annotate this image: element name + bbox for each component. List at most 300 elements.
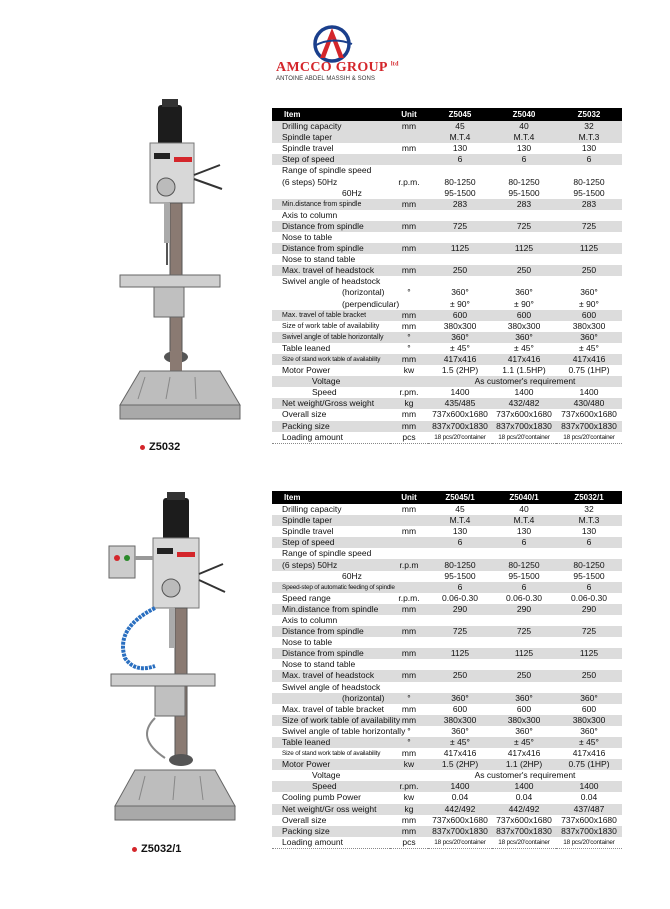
row-unit [390, 571, 428, 582]
row-label: Nose to table [282, 637, 333, 648]
table-row [272, 299, 622, 310]
cell-value: 250 [492, 670, 556, 681]
cell-value [556, 165, 622, 176]
table-row [272, 615, 622, 626]
cell-value: M.T.3 [556, 515, 622, 526]
cell-value: 45 [428, 121, 492, 132]
row-unit: ° [390, 693, 428, 704]
cell-value [428, 210, 492, 221]
row-unit: mm [390, 121, 428, 132]
cell-value: 18 pcs/20'container [556, 432, 622, 444]
table-row [272, 759, 622, 770]
row-label: (6 steps) 50Hz [272, 559, 390, 570]
cell-value: M.T.4 [428, 132, 492, 143]
cell-value: 6 [492, 537, 556, 548]
cell-value: 250 [492, 265, 556, 276]
column-header: Unit [390, 491, 428, 504]
column-header: Z5040/1 [492, 491, 556, 504]
cell-value: M.T.4 [492, 515, 556, 526]
cell-value: 437/487 [556, 804, 622, 815]
cell-value [428, 276, 492, 287]
cell-value: 360° [451, 287, 469, 298]
cell-value [428, 659, 492, 670]
column-header: Item [272, 491, 390, 504]
cell-value: 0.75 (1HP) [556, 759, 622, 770]
row-unit: mm [390, 354, 428, 365]
table-header-row [272, 491, 622, 504]
row-unit: mm [390, 421, 428, 432]
row-label: Axis to column [282, 209, 338, 220]
table-row [272, 398, 622, 409]
row-unit [390, 770, 428, 781]
cell-value [492, 254, 556, 265]
table-row [272, 265, 622, 276]
cell-value: 725 [428, 221, 492, 232]
row-label: 60Hz [342, 570, 362, 581]
row-label: Cooling pumb Power [282, 792, 361, 803]
cell-value: 1.1 (1.5HP) [502, 365, 546, 376]
cell-value: 0.04 [451, 792, 469, 803]
table-row [272, 143, 622, 154]
cell-value: 837x700x1830 [428, 826, 492, 837]
cell-value: 600 [492, 310, 556, 321]
bullet-icon [132, 847, 137, 852]
cell-value: 360° [580, 725, 598, 736]
table-row [272, 210, 622, 221]
table-row [272, 343, 622, 354]
row-unit [390, 132, 428, 143]
table-row [272, 287, 622, 298]
row-unit: kw [390, 759, 428, 770]
cell-value: 360° [428, 332, 492, 343]
cell-value [428, 232, 492, 243]
cell-value: 600 [428, 310, 492, 321]
row-label: Speed [272, 781, 390, 792]
cell-value: M.T.3 [556, 132, 622, 143]
cell-value: 283 [492, 199, 556, 210]
table-row [272, 748, 622, 759]
table-row [272, 409, 622, 420]
row-unit [390, 154, 428, 165]
cell-value [428, 682, 492, 693]
cell-value: 6 [492, 582, 556, 593]
cell-value: 290 [492, 604, 556, 615]
cell-value: 417x416 [507, 748, 541, 759]
row-unit: r.p.m [390, 559, 428, 570]
row-label: Min.distance from spindle [272, 199, 390, 210]
cell-value: 40 [519, 504, 529, 515]
row-label: Swivel angle of headstock [282, 276, 381, 287]
table-row [272, 515, 622, 526]
row-unit: mm [390, 670, 428, 681]
cell-value: 837x700x1830 [492, 826, 556, 837]
row-unit [390, 637, 428, 648]
cell-value: 1125 [492, 648, 556, 659]
cell-value [492, 659, 556, 670]
cell-value [556, 210, 622, 221]
cell-value: 360° [428, 693, 492, 704]
cell-value: 18 pcs/20'container [428, 432, 492, 444]
cell-value: 380x300 [556, 715, 622, 726]
cell-value: 725 [492, 626, 556, 637]
cell-value: 130 [452, 143, 468, 154]
cell-value: 1400 [514, 387, 534, 398]
row-label: Net weight/Gr oss weight [272, 804, 390, 815]
cell-value: 1400 [492, 781, 556, 792]
cell-value: 80-1250 [556, 559, 622, 570]
cell-value: 360° [492, 332, 556, 343]
row-unit: mm [390, 626, 428, 637]
cell-value: 737x600x1680 [496, 814, 552, 825]
row-unit: mm [390, 243, 428, 254]
cell-value: 417x416 [572, 748, 606, 759]
cell-value: 95-1500 [444, 570, 476, 581]
row-unit: mm [401, 143, 417, 154]
row-unit [390, 232, 428, 243]
cell-value: 95-1500 [573, 187, 605, 198]
table-row [272, 726, 622, 737]
column-header: Z5045/1 [428, 491, 492, 504]
table-row [272, 387, 622, 398]
row-unit: ° [390, 737, 428, 748]
row-unit [390, 582, 428, 593]
table-row [272, 421, 622, 432]
cell-value: 360° [580, 287, 598, 298]
table-header-row [272, 108, 622, 121]
row-unit: kg [390, 804, 428, 815]
merged-value: As customer's requirement [428, 376, 622, 387]
cell-value [492, 682, 556, 693]
row-label: Distance from spindle [272, 648, 390, 659]
cell-value: 6 [428, 582, 492, 593]
cell-value: 1400 [579, 387, 599, 398]
row-unit [390, 376, 428, 387]
cell-value: M.T.4 [492, 132, 556, 143]
row-unit: mm [390, 826, 428, 837]
table-row [272, 682, 622, 693]
cell-value: 130 [581, 143, 597, 154]
cell-value [492, 165, 556, 176]
cell-value: 837x700x1830 [428, 421, 492, 432]
table-row [272, 637, 622, 648]
table-row [272, 188, 622, 199]
cell-value: 380x300 [428, 715, 492, 726]
table-row [272, 704, 622, 715]
row-label: Speed [312, 387, 337, 398]
row-label: Swivel angle of table horizontally [272, 332, 390, 343]
row-label: Voltage [272, 376, 390, 387]
cell-value [492, 210, 556, 221]
cell-value [492, 637, 556, 648]
table-row [272, 693, 622, 704]
row-unit: mm [401, 320, 417, 331]
row-label: (horizontal) [342, 287, 385, 298]
row-label: Overall size [282, 814, 327, 825]
cell-value: 0.06-0.30 [571, 592, 607, 603]
cell-value: ± 45° [428, 737, 492, 748]
drill-press-illustration [110, 95, 250, 435]
row-label: Overall size [282, 409, 327, 420]
row-label: Loading amount [272, 432, 390, 444]
row-unit: ° [407, 342, 411, 353]
spec-table [272, 108, 622, 444]
table-row [272, 154, 622, 165]
cell-value: 250 [428, 670, 492, 681]
cell-value: 290 [556, 604, 622, 615]
cell-value: 80-1250 [428, 559, 492, 570]
row-label: Loading amount [272, 837, 390, 849]
cell-value: 0.04 [580, 792, 598, 803]
cell-value [556, 682, 622, 693]
cell-value: 432/482 [492, 398, 556, 409]
cell-value [428, 165, 492, 176]
table-row [272, 176, 622, 187]
table-row [272, 804, 622, 815]
row-label: Spindle taper [272, 515, 390, 526]
row-label: Voltage [312, 770, 341, 781]
table-row [272, 792, 622, 803]
cell-value: 360° [515, 287, 533, 298]
cell-value: 442/492 [492, 804, 556, 815]
table-row [272, 321, 622, 332]
cell-value: 442/492 [428, 804, 492, 815]
cell-value: 0.04 [515, 792, 533, 803]
cell-value: 80-1250 [508, 176, 540, 187]
table-row [272, 770, 622, 781]
table-row [272, 604, 622, 615]
row-label: Spindle travel [282, 143, 334, 154]
table-row [272, 582, 622, 593]
cell-value: 18 pcs/20'container [492, 837, 556, 849]
table-row [272, 254, 622, 265]
row-label: Nose to stand table [282, 254, 356, 265]
row-unit: mm [401, 814, 417, 825]
cell-value: 380x300 [572, 320, 606, 331]
row-unit: kg [390, 398, 428, 409]
cell-value: 250 [556, 265, 622, 276]
cell-value: 95-1500 [444, 187, 476, 198]
row-unit [390, 537, 428, 548]
cell-value: 18 pcs/20'container [428, 837, 492, 849]
table-row [272, 537, 622, 548]
table-row [272, 593, 622, 604]
row-label: Max. travel of headstock [272, 265, 390, 276]
table-row [272, 243, 622, 254]
row-unit: ° [407, 725, 411, 736]
row-label: Swivel angle of headstock [282, 681, 381, 692]
cell-value: 6 [556, 582, 622, 593]
cell-value: M.T.4 [428, 515, 492, 526]
cell-value: 737x600x1680 [432, 814, 488, 825]
table-row [272, 626, 622, 637]
cell-value: 1125 [428, 243, 492, 254]
cell-value: 0.06-0.30 [506, 592, 542, 603]
cell-value: 283 [556, 199, 622, 210]
table-row [272, 332, 622, 343]
row-unit: mm [401, 703, 417, 714]
table-row [272, 571, 622, 582]
cell-value [428, 254, 492, 265]
row-label: 60Hz [342, 187, 362, 198]
table-row [272, 559, 622, 570]
cell-value: ± 90° [579, 298, 599, 309]
row-label: Range of spindle speed [282, 165, 372, 176]
row-label: Motor Power [282, 365, 331, 376]
cell-value: ± 90° [450, 298, 470, 309]
cell-value: 1.1 (2HP) [492, 759, 556, 770]
row-unit: kw [403, 365, 415, 376]
row-unit: mm [390, 648, 428, 659]
table-row [272, 670, 622, 681]
row-label: Size of stand work table of availability [282, 750, 381, 758]
cell-value: 1400 [450, 387, 470, 398]
cell-value: ± 45° [450, 342, 470, 353]
model-caption: Z5032/1 [132, 843, 181, 855]
row-label: Step of speed [272, 154, 390, 165]
bullet-icon [140, 445, 145, 450]
cell-value: 725 [556, 626, 622, 637]
row-unit [390, 615, 428, 626]
cell-value: 380x300 [443, 320, 477, 331]
cell-value: 0.06-0.30 [442, 592, 478, 603]
cell-value: 250 [556, 670, 622, 681]
row-unit: mm [401, 526, 417, 537]
row-unit: pcs [390, 432, 428, 444]
row-label: Range of spindle speed [282, 548, 372, 559]
cell-value [556, 615, 622, 626]
cell-value: 600 [452, 703, 468, 714]
column-header: Z5045 [428, 108, 492, 121]
cell-value: 95-1500 [508, 570, 540, 581]
cell-value [556, 232, 622, 243]
cell-value: 1400 [556, 781, 622, 792]
cell-value [556, 276, 622, 287]
table-row [272, 526, 622, 537]
row-label: Max. travel of headstock [272, 670, 390, 681]
cell-value: 80-1250 [444, 176, 476, 187]
table-row [272, 310, 622, 321]
row-label: Size of work table of availability [272, 715, 390, 726]
cell-value: 837x700x1830 [556, 421, 622, 432]
cell-value: 1.5 (2HP) [441, 365, 479, 376]
table-row [272, 365, 622, 376]
cell-value: 417x416 [443, 748, 477, 759]
table-row [272, 232, 622, 243]
column-header: Unit [390, 108, 428, 121]
cell-value: 1125 [492, 243, 556, 254]
cell-value: 737x600x1680 [561, 409, 617, 420]
cell-value: 430/480 [556, 398, 622, 409]
cell-value: 80-1250 [573, 176, 605, 187]
cell-value: 435/485 [428, 398, 492, 409]
row-unit [390, 254, 428, 265]
row-unit: mm [390, 265, 428, 276]
cell-value: 360° [492, 693, 556, 704]
cell-value [556, 637, 622, 648]
cell-value: ± 45° [556, 737, 622, 748]
row-unit [390, 188, 428, 199]
cell-value: 130 [516, 143, 532, 154]
cell-value: 130 [516, 526, 532, 537]
spec-table [272, 491, 622, 849]
cell-value: 1125 [428, 648, 492, 659]
cell-value: 290 [428, 604, 492, 615]
table-row [272, 354, 622, 365]
cell-value [428, 637, 492, 648]
row-label: Spindle travel [282, 526, 334, 537]
row-label: Size of work table of availability [282, 322, 380, 330]
row-unit: r.p.m. [398, 592, 420, 603]
cell-value [492, 232, 556, 243]
cell-value [428, 615, 492, 626]
cell-value: 80-1250 [492, 559, 556, 570]
table-row [272, 548, 622, 559]
cell-value: 95-1500 [508, 187, 540, 198]
table-row [272, 737, 622, 748]
cell-value: 6 [428, 537, 492, 548]
cell-value: 360° [451, 725, 469, 736]
cell-value: 380x300 [507, 320, 541, 331]
cell-value: 417x416 [492, 354, 556, 365]
cell-value: ± 45° [492, 737, 556, 748]
row-label: Speed range [282, 592, 331, 603]
cell-value: 360° [556, 332, 622, 343]
row-unit: mm [401, 748, 417, 759]
cell-value [492, 548, 556, 559]
table-row [272, 837, 622, 849]
row-unit [390, 276, 428, 287]
drill-press-illustration [95, 488, 245, 838]
table-row [272, 504, 622, 515]
table-row [272, 165, 622, 176]
table-row [272, 659, 622, 670]
cell-value: 95-1500 [573, 570, 605, 581]
column-header: Z5040 [492, 108, 556, 121]
row-unit: mm [390, 310, 428, 321]
cell-value: ± 90° [514, 298, 534, 309]
cell-value: 283 [428, 199, 492, 210]
table-row [272, 648, 622, 659]
cell-value: 18 pcs/20'container [492, 432, 556, 444]
row-label: Distance from spindle [272, 221, 390, 232]
cell-value: 32 [584, 504, 594, 515]
column-header: Z5032/1 [556, 491, 622, 504]
cell-value [556, 254, 622, 265]
row-unit: mm [401, 409, 417, 420]
column-header: Item [272, 108, 390, 121]
merged-value: As customer's requirement [474, 770, 576, 781]
row-label: Nose to stand table [282, 659, 356, 670]
cell-value: 250 [428, 265, 492, 276]
cell-value: 45 [455, 504, 465, 515]
row-label: Nose to table [282, 231, 333, 242]
cell-value [428, 548, 492, 559]
cell-value: 725 [492, 221, 556, 232]
row-unit: r.p.m. [398, 176, 420, 187]
row-label: Packing size [272, 826, 390, 837]
column-header: Z5032 [556, 108, 622, 121]
row-unit: mm [390, 715, 428, 726]
cell-value: 6 [428, 154, 492, 165]
row-unit: r.pm. [399, 387, 419, 398]
cell-value: 1125 [556, 648, 622, 659]
cell-value: 600 [581, 703, 597, 714]
row-label: (6 steps) 50Hz [282, 176, 338, 187]
row-label: Swivel angle of table horizontally [282, 725, 406, 736]
row-unit: mm [390, 604, 428, 615]
cell-value: 32 [556, 121, 622, 132]
cell-value: 6 [556, 154, 622, 165]
